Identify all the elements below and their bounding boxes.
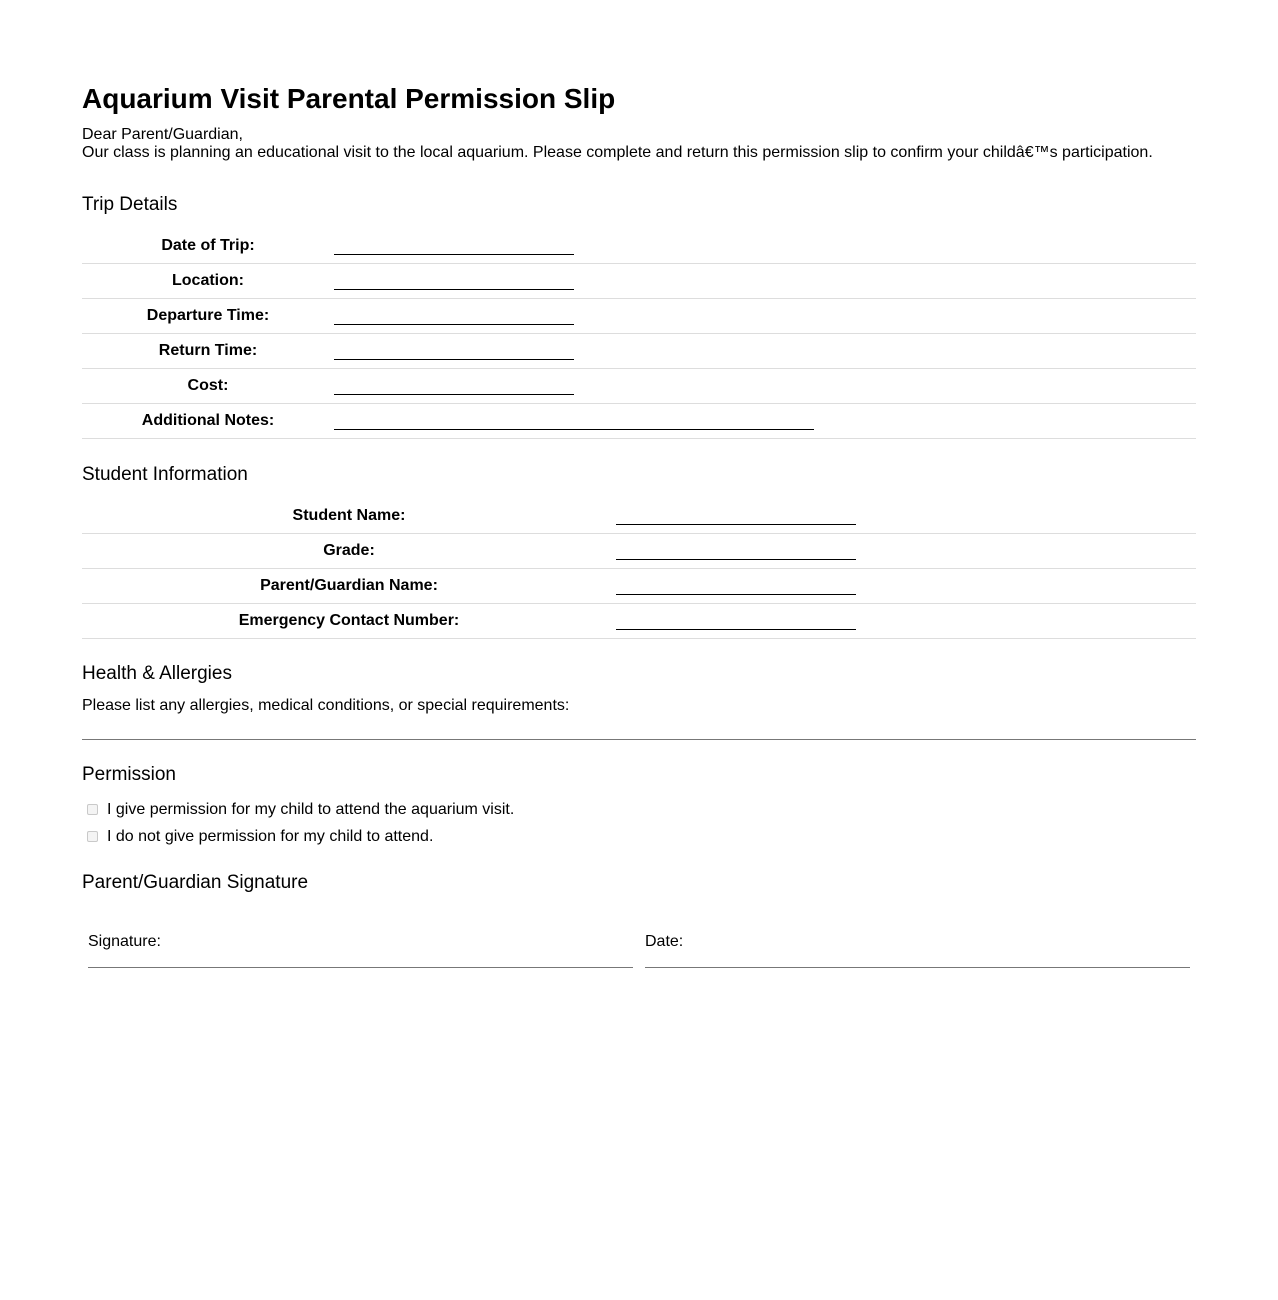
health-allergies-heading: Health & Allergies <box>82 663 232 684</box>
blank-line <box>334 358 574 360</box>
permission-heading: Permission <box>82 764 176 785</box>
cost-label: Cost: <box>82 369 334 404</box>
table-row <box>82 299 1196 334</box>
signature-heading: Parent/Guardian Signature <box>82 872 309 893</box>
signature-label: Signature: <box>88 933 161 950</box>
student-name-label: Student Name: <box>82 499 616 534</box>
blank-line <box>334 428 814 430</box>
deny-permission-label: I do not give permission for my child to attend. <box>107 827 434 845</box>
table-row <box>82 604 1196 639</box>
deny-permission-checkbox[interactable] <box>87 831 98 842</box>
parent-guardian-name-field[interactable] <box>616 569 1196 604</box>
location-label: Location: <box>82 264 334 299</box>
cost-field[interactable] <box>334 369 1196 404</box>
greeting: Dear Parent/Guardian, <box>82 126 243 143</box>
blank-line <box>334 288 574 290</box>
trip-details-table <box>82 229 1196 439</box>
date-of-trip-field[interactable] <box>334 229 1196 264</box>
give-permission-label: I give permission for my child to attend the aquarium visit. <box>107 800 515 818</box>
signature-date-field[interactable] <box>645 933 1190 968</box>
date-of-trip-label: Date of Trip: <box>82 229 334 264</box>
signature-field[interactable] <box>88 933 633 968</box>
table-row <box>82 534 1196 569</box>
additional-notes-label: Additional Notes: <box>82 404 334 439</box>
departure-time-label: Departure Time: <box>82 299 334 334</box>
emergency-contact-field[interactable] <box>616 604 1196 639</box>
blank-line <box>334 393 574 395</box>
signature-area <box>82 933 1196 968</box>
emergency-contact-label: Emergency Contact Number: <box>82 604 616 639</box>
blank-line <box>616 558 856 560</box>
health-notes-field[interactable] <box>82 715 1196 740</box>
blank-line <box>616 628 856 630</box>
grade-field[interactable] <box>616 534 1196 569</box>
permission-slip-page <box>82 0 1196 968</box>
table-row <box>82 499 1196 534</box>
permission-option-give[interactable] <box>82 796 1196 823</box>
blank-line <box>616 523 856 525</box>
location-field[interactable] <box>334 264 1196 299</box>
table-row <box>82 569 1196 604</box>
additional-notes-field[interactable] <box>334 404 1196 439</box>
departure-time-field[interactable] <box>334 299 1196 334</box>
permission-options <box>82 796 1196 850</box>
give-permission-checkbox[interactable] <box>87 804 98 815</box>
table-row <box>82 229 1196 264</box>
student-information-heading: Student Information <box>82 464 248 485</box>
date-label: Date: <box>645 933 684 950</box>
intro-text <box>82 126 1196 162</box>
page-title: Aquarium Visit Parental Permission Slip <box>82 83 616 114</box>
grade-label: Grade: <box>82 534 616 569</box>
permission-option-deny[interactable] <box>82 823 1196 850</box>
trip-details-heading: Trip Details <box>82 194 178 215</box>
blank-line <box>334 323 574 325</box>
table-row <box>82 404 1196 439</box>
return-time-label: Return Time: <box>82 334 334 369</box>
student-name-field[interactable] <box>616 499 1196 534</box>
parent-guardian-name-label: Parent/Guardian Name: <box>82 569 616 604</box>
table-row <box>82 264 1196 299</box>
student-information-table <box>82 499 1196 639</box>
return-time-field[interactable] <box>334 334 1196 369</box>
blank-line <box>334 253 574 255</box>
intro-body: Our class is planning an educational visit to the local aquarium. Please complete and return this permission slip to confirm your childâ€™s participation. <box>82 144 1153 161</box>
blank-line <box>616 593 856 595</box>
table-row <box>82 369 1196 404</box>
health-prompt: Please list any allergies, medical conditions, or special requirements: <box>82 697 570 714</box>
table-row <box>82 334 1196 369</box>
